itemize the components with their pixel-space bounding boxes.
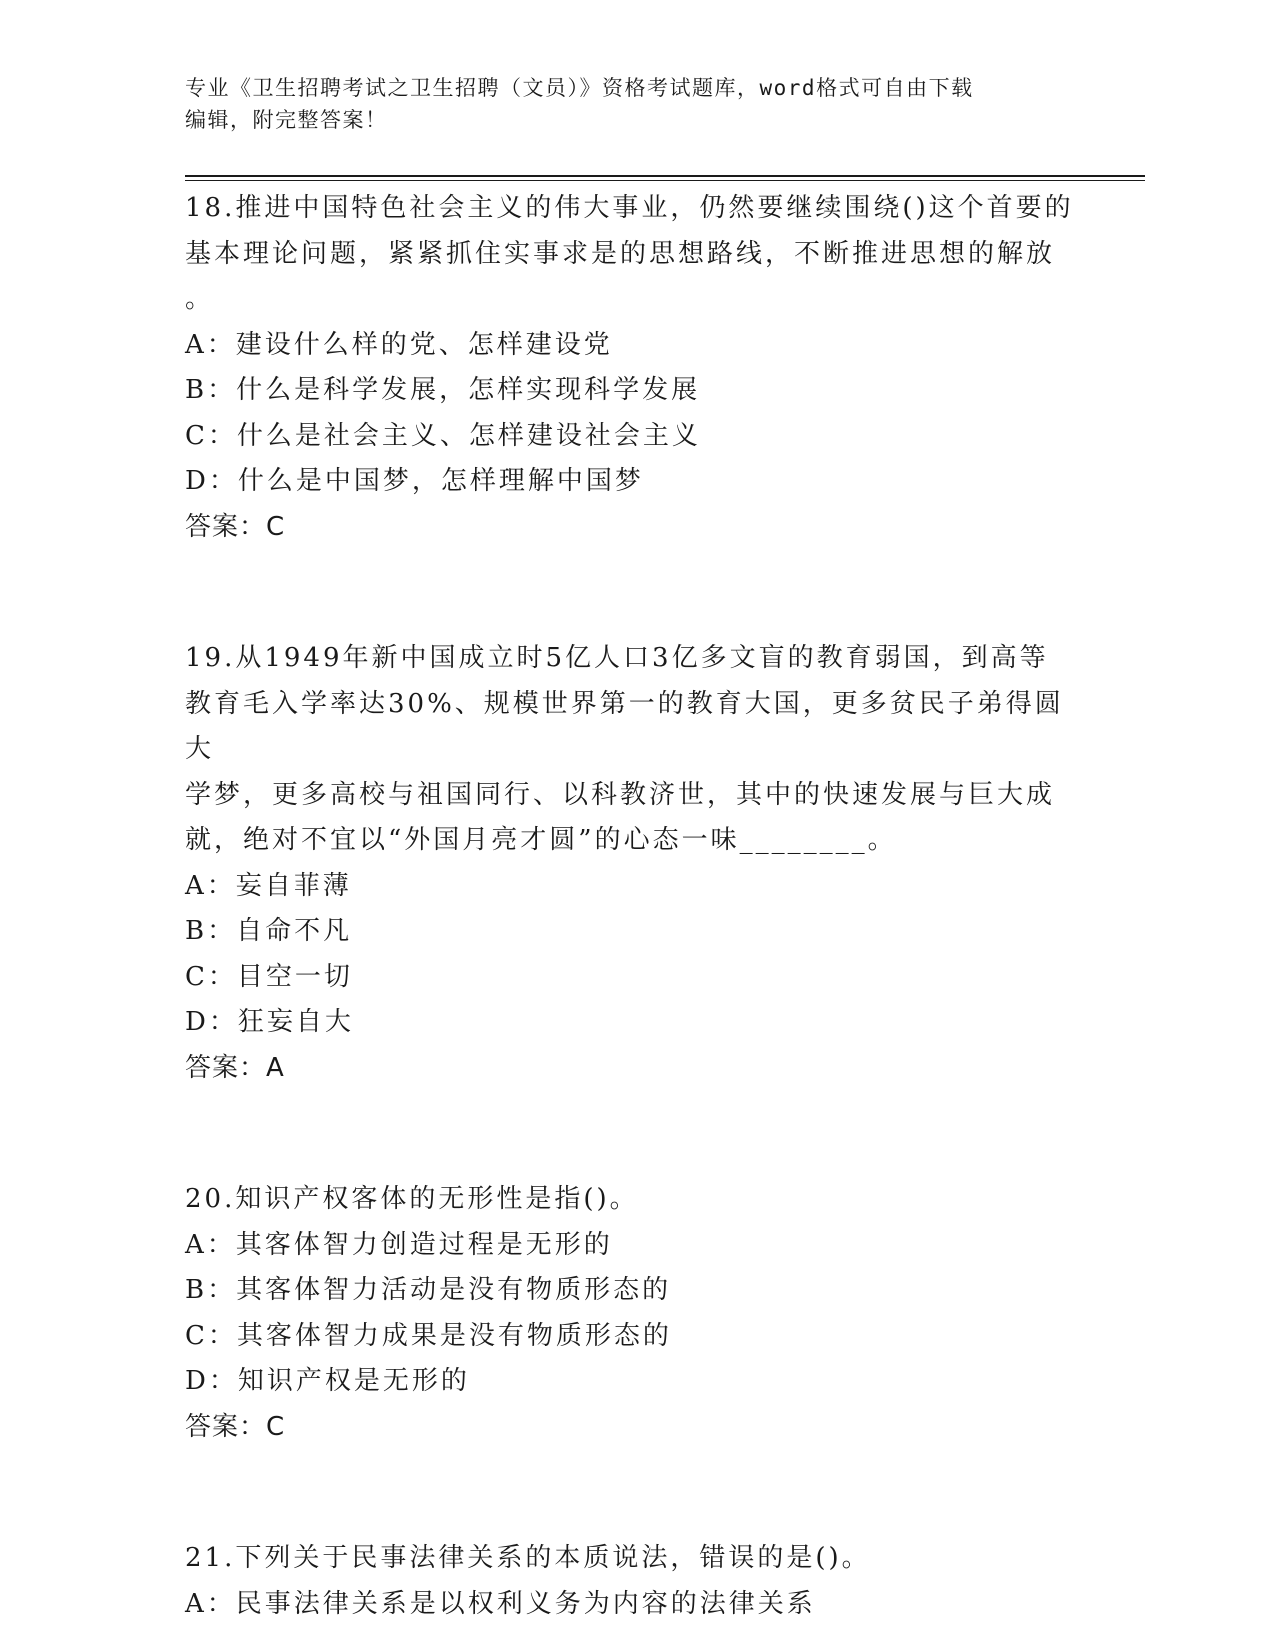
question-list xyxy=(185,186,1085,1627)
header-line-1: 专业《卫生招聘考试之卫生招聘（文员）》资格考试题库，word格式可自由下载 xyxy=(185,76,974,100)
question-stem xyxy=(185,1177,1085,1223)
stem-line: 学梦，更多高校与祖国同行、以科教济世，其中的快速发展与巨大成 xyxy=(185,779,1056,810)
stem-line: 。 xyxy=(185,284,215,314)
question-stem xyxy=(185,1536,1085,1582)
answer-line: 答案：C xyxy=(185,1411,286,1442)
option-d: D：知识产权是无形的 xyxy=(185,1366,470,1396)
stem-line: 教育毛入学率达30%、规模世界第一的教育大国，更多贫民子弟得圆大 xyxy=(185,688,1064,764)
option-c: C：其客体智力成果是没有物质形态的 xyxy=(185,1320,672,1351)
question-19 xyxy=(185,636,1085,1091)
option-a: A：民事法律关系是以权利义务为内容的法律关系 xyxy=(185,1588,816,1619)
question-spacer xyxy=(185,1091,1085,1177)
question-18 xyxy=(185,186,1085,550)
stem-line: 20.知识产权客体的无形性是指()。 xyxy=(185,1184,639,1214)
option-b: B：自命不凡 xyxy=(185,916,353,946)
question-20 xyxy=(185,1177,1085,1450)
option-b: B：其客体智力活动是没有物质形态的 xyxy=(185,1275,672,1305)
header-line-2: 编辑，附完整答案！ xyxy=(185,108,388,132)
header-divider-thick xyxy=(185,175,1145,177)
question-spacer xyxy=(185,1450,1085,1536)
stem-line: 18.推进中国特色社会主义的伟大事业，仍然要继续围绕()这个首要的 xyxy=(185,193,1074,223)
stem-line: 19.从1949年新中国成立时5亿人口3亿多文盲的教育弱国，到高等 xyxy=(185,643,1049,673)
question-stem xyxy=(185,636,1085,864)
option-a: A：建设什么样的党、怎样建设党 xyxy=(185,329,613,360)
stem-line: 21.下列关于民事法律关系的本质说法，错误的是()。 xyxy=(185,1543,871,1573)
option-c: C：什么是社会主义、怎样建设社会主义 xyxy=(185,420,701,451)
question-spacer xyxy=(185,550,1085,636)
question-21 xyxy=(185,1536,1085,1627)
answer-line: 答案：A xyxy=(185,1052,285,1083)
question-stem xyxy=(185,186,1085,323)
stem-line: 就，绝对不宜以“外国月亮才圆”的心态一味________。 xyxy=(185,825,897,855)
option-d: D：什么是中国梦，怎样理解中国梦 xyxy=(185,466,644,496)
option-a: A：妄自菲薄 xyxy=(185,870,352,901)
document-header xyxy=(185,72,1085,136)
stem-line: 基本理论问题，紧紧抓住实事求是的思想路线，不断推进思想的解放 xyxy=(185,238,1056,269)
answer-line: 答案：C xyxy=(185,511,286,542)
option-b: B：什么是科学发展，怎样实现科学发展 xyxy=(185,375,701,405)
option-d: D：狂妄自大 xyxy=(185,1007,354,1037)
option-a: A：其客体智力创造过程是无形的 xyxy=(185,1229,613,1260)
header-divider-thin xyxy=(185,180,1145,181)
option-c: C：目空一切 xyxy=(185,961,353,992)
